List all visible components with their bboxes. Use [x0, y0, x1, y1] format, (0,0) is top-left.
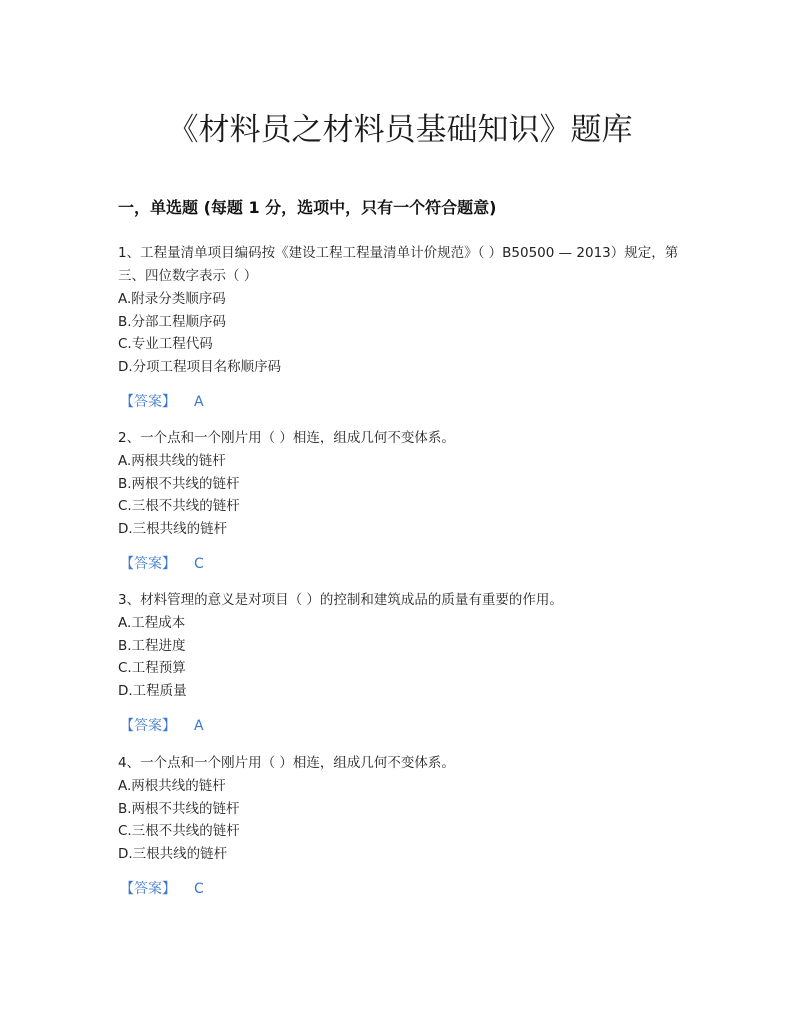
answer-value: A [194, 718, 204, 734]
option-a: A.两根共线的链杆 [118, 778, 226, 794]
option-b: B.工程进度 [118, 637, 186, 654]
option-c: C.工程预算 [118, 660, 186, 676]
question-3 [118, 589, 688, 737]
question-4 [118, 752, 688, 900]
question-stem: 1、工程量清单项目编码按《建设工程工程量清单计价规范》（ ）B50500 — 2013）规定，第三、四位数字表示（ ） [118, 245, 679, 284]
option-d: D.三根共线的链杆 [118, 520, 228, 537]
answer-label: 【答案】 [120, 556, 176, 572]
option-b: B.两根不共线的链杆 [118, 475, 240, 492]
question-stem: 2、一个点和一个刚片用（ ）相连，组成几何不变体系。 [118, 430, 455, 446]
answer-label: 【答案】 [120, 718, 176, 734]
option-c: C.三根不共线的链杆 [118, 823, 240, 839]
option-d: D.分项工程项目名称顺序码 [118, 358, 282, 375]
page-title: 《材料员之材料员基础知识》题库 [167, 112, 633, 148]
option-c: C.三根不共线的链杆 [118, 498, 240, 514]
answer-label: 【答案】 [120, 881, 176, 897]
answer-value: A [194, 394, 204, 410]
answer-line [118, 878, 688, 900]
question-stem: 3、材料管理的意义是对项目（ ）的控制和建筑成品的质量有重要的作用。 [118, 592, 563, 608]
option-d: D.三根共线的链杆 [118, 845, 228, 862]
question-2 [118, 427, 688, 575]
question-stem: 4、一个点和一个刚片用（ ）相连，组成几何不变体系。 [118, 755, 455, 771]
option-a: A.附录分类顺序码 [118, 291, 226, 307]
answer-label: 【答案】 [120, 394, 176, 410]
answer-line [118, 553, 688, 575]
answer-value: C [194, 556, 204, 572]
option-c: C.专业工程代码 [118, 336, 213, 352]
section-heading: 一，单选题 (每题 1 分，选项中，只有一个符合题意) [118, 198, 497, 217]
answer-value: C [194, 881, 204, 897]
answer-line [118, 391, 688, 413]
option-a: A.两根共线的链杆 [118, 453, 226, 469]
question-1 [118, 242, 688, 413]
option-d: D.工程质量 [118, 682, 187, 699]
option-a: A.工程成本 [118, 615, 186, 631]
option-b: B.两根不共线的链杆 [118, 800, 240, 817]
answer-line [118, 715, 688, 737]
option-b: B.分部工程顺序码 [118, 313, 227, 330]
